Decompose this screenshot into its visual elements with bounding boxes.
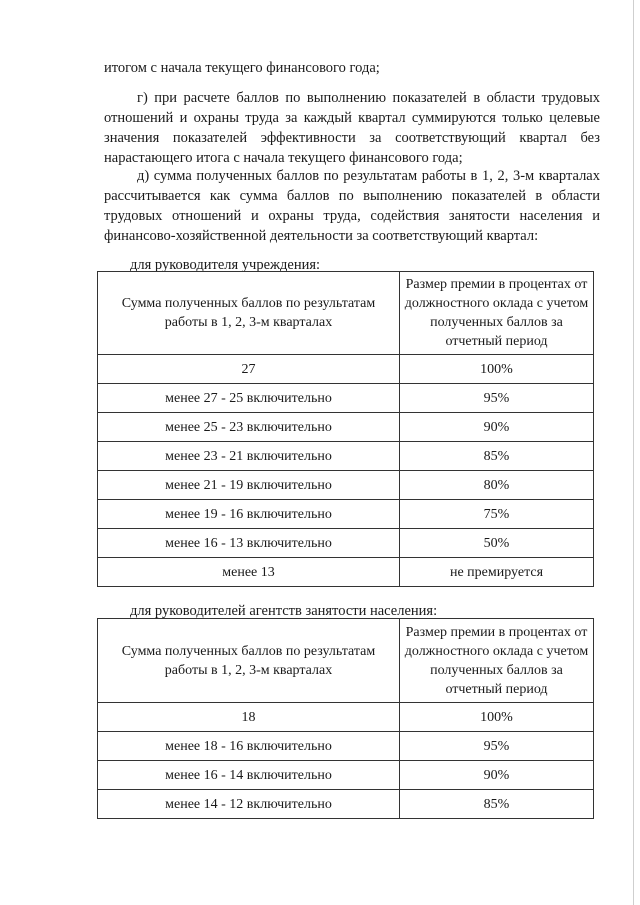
score-cell: менее 23 - 21 включительно	[98, 442, 400, 471]
score-cell: 27	[98, 355, 400, 384]
header-bonus: Размер премии в процентах от должностного оклада с учетом полученных баллов за отчетный период	[400, 619, 594, 703]
table-row	[98, 558, 594, 587]
table-row	[98, 500, 594, 529]
table-row	[98, 471, 594, 500]
table2-caption: для руководителей агентств занятости населения:	[130, 603, 438, 619]
score-cell: менее 14 - 12 включительно	[98, 790, 400, 819]
table-header-row	[98, 619, 594, 703]
intro-line: итогом с начала текущего финансового года;	[104, 60, 380, 76]
bonus-cell: 75%	[400, 500, 594, 529]
paragraph-d: д) сумма полученных баллов по результатам работы в 1, 2, 3-м кварталах рассчитывается как сумма баллов по выполнению показателей в области трудовых отношений и охраны труда, содействия занятости населения и финансово-хозяйственной деятельности за соответствующий квартал:	[104, 168, 600, 244]
bonus-cell: 90%	[400, 413, 594, 442]
bonus-table-director	[97, 271, 594, 587]
score-cell: менее 21 - 19 включительно	[98, 471, 400, 500]
score-cell: менее 25 - 23 включительно	[98, 413, 400, 442]
table-row	[98, 703, 594, 732]
bonus-cell: 85%	[400, 790, 594, 819]
bonus-cell: 95%	[400, 384, 594, 413]
header-bonus: Размер премии в процентах от должностного оклада с учетом полученных баллов за отчетный период	[400, 272, 594, 355]
table-row	[98, 761, 594, 790]
bonus-cell: 80%	[400, 471, 594, 500]
table-row	[98, 529, 594, 558]
bonus-cell: не премируется	[400, 558, 594, 587]
table-row	[98, 355, 594, 384]
bonus-table-agencies	[97, 618, 594, 819]
score-cell: 18	[98, 703, 400, 732]
score-cell: менее 16 - 13 включительно	[98, 529, 400, 558]
page-edge	[633, 0, 634, 905]
score-cell: менее 18 - 16 включительно	[98, 732, 400, 761]
paragraph-g: г) при расчете баллов по выполнению показателей в области трудовых отношений и охраны труда за каждый квартал суммируются только целевые значения показателей эффективности за соответствующий квартал без нарастающего итога с начала текущего финансового года;	[104, 90, 600, 166]
table-row	[98, 790, 594, 819]
bonus-cell: 90%	[400, 761, 594, 790]
bonus-cell: 100%	[400, 703, 594, 732]
table-header-row	[98, 272, 594, 355]
score-cell: менее 13	[98, 558, 400, 587]
score-cell: менее 16 - 14 включительно	[98, 761, 400, 790]
header-score: Сумма полученных баллов по результатам работы в 1, 2, 3-м кварталах	[98, 272, 400, 355]
table-row	[98, 384, 594, 413]
bonus-cell: 50%	[400, 529, 594, 558]
score-cell: менее 19 - 16 включительно	[98, 500, 400, 529]
bonus-cell: 100%	[400, 355, 594, 384]
table-row	[98, 442, 594, 471]
header-score: Сумма полученных баллов по результатам работы в 1, 2, 3-м кварталах	[98, 619, 400, 703]
bonus-cell: 85%	[400, 442, 594, 471]
table1-caption: для руководителя учреждения:	[130, 257, 321, 273]
bonus-cell: 95%	[400, 732, 594, 761]
score-cell: менее 27 - 25 включительно	[98, 384, 400, 413]
table-row	[98, 732, 594, 761]
table-row	[98, 413, 594, 442]
